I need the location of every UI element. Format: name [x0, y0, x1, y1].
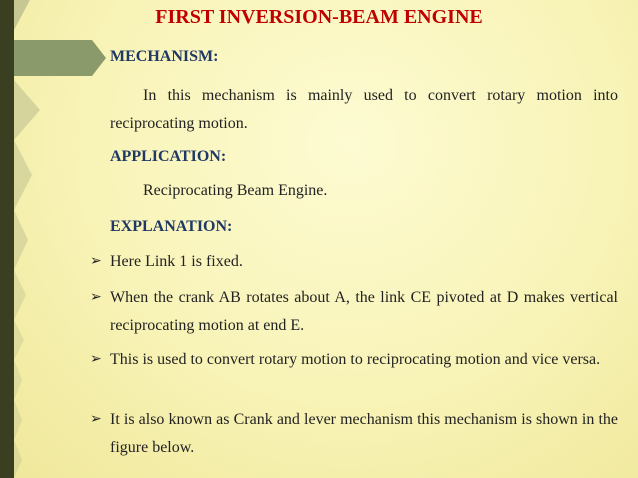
application-heading: APPLICATION: [110, 148, 227, 165]
arrow-bullet-icon: ➢ [90, 290, 102, 305]
bullet-text: Here Link 1 is fixed. [110, 253, 243, 270]
mechanism-heading: MECHANISM: [110, 48, 219, 65]
explanation-heading: EXPLANATION: [110, 218, 233, 235]
arrow-bullet-icon: ➢ [90, 254, 102, 269]
slide-title: FIRST INVERSION-BEAM ENGINE [155, 6, 483, 28]
arrow-bullet-icon: ➢ [90, 412, 102, 427]
mechanism-text: In this mechanism is mainly used to convert rotary motion into reciprocating motion. [110, 87, 618, 132]
bullet-text: This is used to convert rotary motion to reciprocating motion and vice versa. [110, 351, 601, 368]
bullet-text: When the crank AB rotates about A, the link CE pivoted at D makes vertical reciprocating motion at end E. [110, 289, 618, 334]
application-text: Reciprocating Beam Engine. [143, 182, 328, 199]
bullet-text: It is also known as Crank and lever mechanism this mechanism is shown in the figure below. [110, 411, 618, 456]
arrow-bullet-icon: ➢ [90, 352, 102, 367]
